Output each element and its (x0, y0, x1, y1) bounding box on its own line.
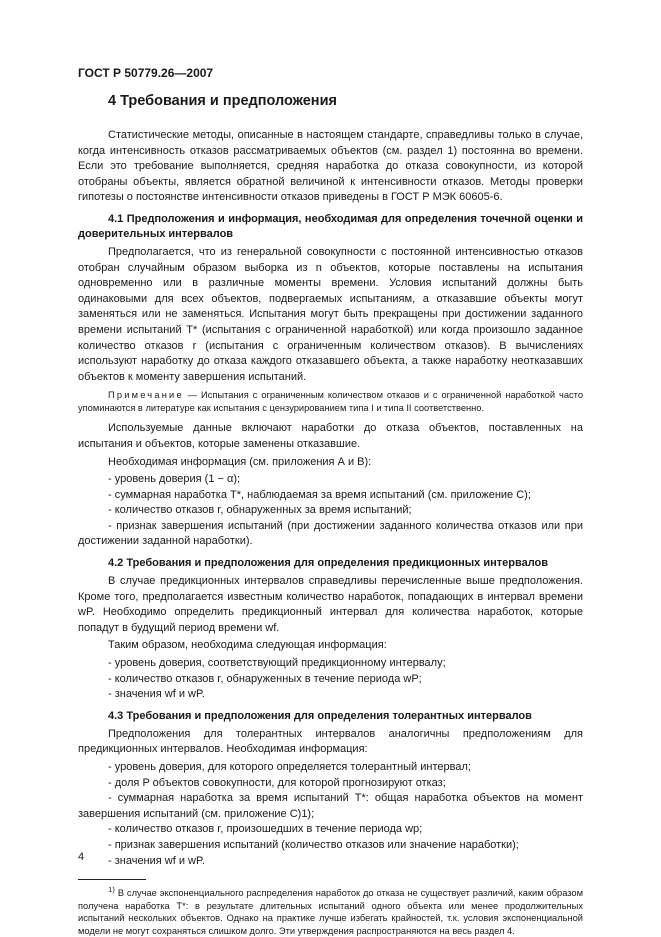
document-code: ГОСТ Р 50779.26—2007 (78, 66, 214, 80)
note (78, 389, 583, 415)
list-item: - уровень доверия (1 − α); (108, 473, 241, 486)
list-item: - количество отказов r, обнаруженных за время испытаний; (108, 504, 412, 517)
list-item: - количество отказов r, обнаруженных в течение периода wP; (108, 672, 422, 685)
tolerance-info-list (78, 760, 583, 869)
subsection-4-1-paragraph: Предполагается, что из генеральной совокупности с постоянной интенсивностью отказов отобран случайным образом выборка из n объектов, которые поставлены на испытания одновременно или в различные моменты времени. Условия испытаний должны быть одинаковыми для всех объектов, подвергаемых испытаниям, а отказавшие объекты могут заменяться или не заменяться. Испытания могут быть прекращены при достижении заданного времени испытаний T* (испытания с ограниченной наработкой) или когда произошло заданное количество отказов r (испытания с ограниченным количеством отказов). В вычислениях используют наработку до отказа каждого отказавшего объекта, а также наработку неотказавших объектов к моменту завершения испытаний. (78, 245, 583, 383)
list-item: - признак завершения испытаний (количество отказов или значение наработки); (108, 838, 519, 851)
subsection-4-3-paragraph: Предположения для толерантных интервалов аналогичны предположениям для предикционных интервалов. Необходимая информация: (78, 727, 583, 756)
note-label: Примечание (108, 390, 184, 401)
required-info-list (78, 472, 583, 550)
list-item: - значения wf и wP. (108, 688, 205, 701)
footnote-marker: 1) (108, 885, 115, 895)
list-item: - уровень доверия, соответствующий предикционному интервалу; (108, 657, 446, 670)
subsection-4-1-title: 4.1 Предположения и информация, необходимая для определения точечной оценки и доверительных интервалов (78, 212, 583, 240)
subsection-4-2-paragraph: В случае предикционных интервалов справедливы перечисленные выше предположения. Кроме того, предполагается известным количество наработок, попадающих в интервал времени wP. Необходимо определить предикционный интервал для количества наработок, которые попадут в будущий период времени wf. (78, 575, 583, 634)
prediction-info-list (78, 656, 583, 703)
footnote-text: В случае экспоненциального распределения наработок до отказа не существует различий, каким образом получена наработка T*: в результате длительных испытаний одного объекта или менее продолжительных испытаний нескольких объектов. Однако на практике лучше избегать крайностей, т.к. условия экспоненциальной модели не могут сохраняться слишком долго. Эти утверждения распространяются на весь раздел 4. (78, 888, 583, 936)
page-number: 4 (78, 851, 85, 863)
section-4-title: 4 Требования и предположения (108, 93, 337, 109)
list-item: - суммарная наработка T*, наблюдаемая за время испытаний (см. приложение С); (108, 488, 531, 501)
list-item: - доля P объектов совокупности, для которой прогнозируют отказ; (108, 776, 446, 789)
subsection-4-2-title: 4.2 Требования и предположения для определения предикционных интервалов (108, 557, 549, 570)
list-item: - суммарная наработка за время испытаний T*: общая наработка объектов на момент завершения испытаний (см. приложение С)1); (78, 792, 583, 820)
list-item: - значения wf и wP. (108, 854, 205, 867)
footnote (78, 884, 583, 937)
list-item: - признак завершения испытаний (при достижении заданного количества отказов или при достижении заданной наработки). (78, 519, 583, 548)
footnote-divider (78, 879, 146, 880)
subsection-4-3-title: 4.3 Требования и предположения для определения толерантных интервалов (108, 709, 532, 722)
info-intro: Таким образом, необходима следующая информация: (108, 639, 387, 652)
section-4-intro: Статистические методы, описанные в настоящем стандарте, справедливы только в случае, когда интенсивность отказов рассматриваемых объектов (см. раздел 1) постоянна во времени. Если это требование выполняется, средняя наработка до отказа совокупности, из которой отобраны объекты, является обратной величиной к интенсивности отказов. Методы проверки гипотезы о постоянстве интенсивности отказов приведены в ГОСТ Р МЭК 60605-6. (78, 129, 583, 204)
page-body (78, 92, 583, 937)
data-paragraph: Используемые данные включают наработки до отказа объектов, поставленных на испытания и объектов, которые заменены отказавшие. (78, 422, 583, 450)
list-item: - уровень доверия, для которого определяется толерантный интервал; (108, 761, 471, 773)
note-text: — Испытания с ограниченным количеством отказов и с ограниченной наработкой часто упоминаются в литературе как испытания с цензурированием типа I и типа II соответственно. (78, 390, 583, 414)
list-item: - количество отказов r, произошедших в течение периода wp; (108, 823, 423, 836)
required-info-intro: Необходимая информация (см. приложения А и В): (108, 455, 372, 468)
